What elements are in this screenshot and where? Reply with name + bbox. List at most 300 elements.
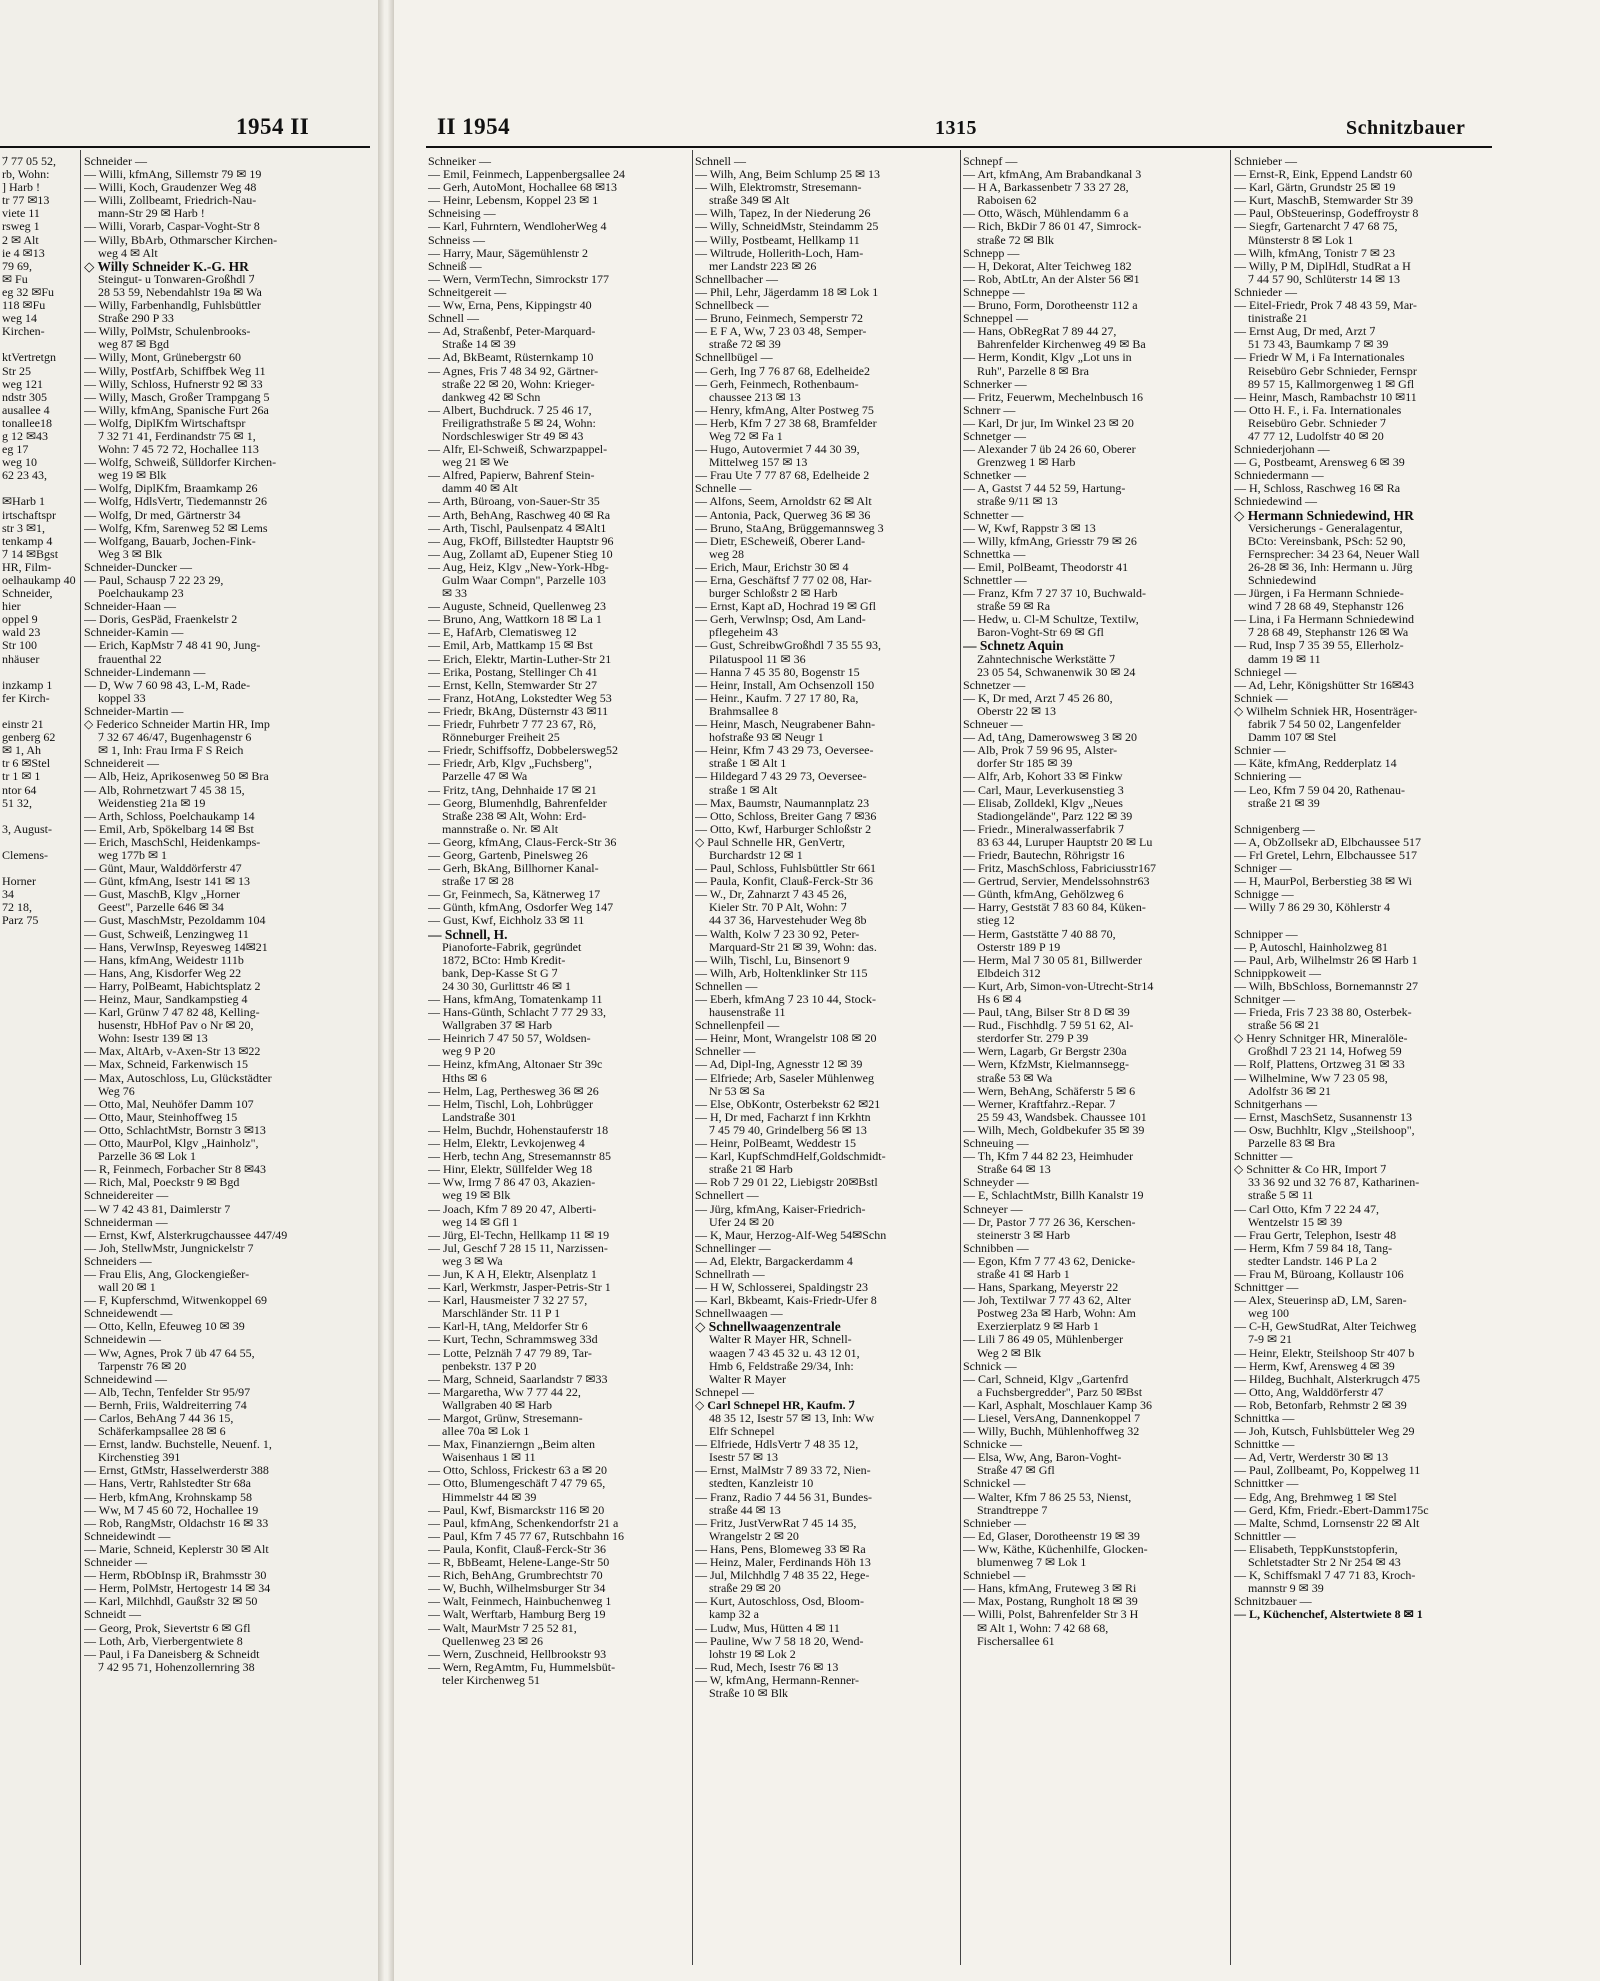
left-page-year: 1954 II	[236, 114, 310, 139]
entry-line: — Georg, Blumenhdlg, Bahrenfelder	[428, 796, 607, 810]
entry-line: — A, Gastst ﾌ 44 52 59, Hartung-	[963, 482, 1126, 496]
entry-line: — Ww, Irmg ﾌ 86 47 03, Akazien-	[428, 1176, 596, 1190]
entry-line: — Erich, Elektr, Martin-Luther-Str 21	[428, 652, 612, 666]
entry-line: — Ernst, landw. Buchstelle, Neuenf. 1,	[84, 1438, 272, 1452]
entry-line: — Frau Gertr, Telephon, Isestr 48	[1234, 1228, 1397, 1242]
entry-line: — Willy ﾌ 86 29 30, Köhlerstr 4	[1234, 901, 1390, 915]
entry-line: ] Harb !	[2, 181, 40, 195]
entry-line: — Wilh, Elektromstr, Stresemann-	[695, 181, 862, 195]
entry-line: — Margot, Grünw, Stresemann-	[428, 1412, 583, 1425]
entry-line: — Jürgen, i Fa Hermann Schniede-	[1234, 587, 1404, 601]
entry-line: — Emil, PolBeamt, Theodorstr 41	[963, 560, 1129, 574]
entry-line: Parzelle 36 ✉ Lok 1	[98, 1150, 197, 1164]
entry-line: 23 05 54, Schwanenwik 30 ✉ 24	[977, 665, 1136, 679]
entry-line: — Otto, Kelln, Efeuweg 10 ✉ 39	[84, 1320, 245, 1334]
entry-line: — Herb, techn Ang, Stresemannstr 85	[428, 1150, 611, 1164]
entry-line: — Karl, Hausmeister ﾌ 32 27 57,	[428, 1294, 588, 1308]
entry-line: Schnickel —	[963, 1477, 1026, 1491]
entry-line: — Frl Gretel, Lehrn, Elbchaussee 517	[1234, 848, 1417, 862]
entry-line: Ufer 24 ✉ 20	[709, 1215, 775, 1229]
entry-line: — Fritz, Feuerwm, Mechelnbusch 16	[963, 390, 1143, 404]
entry-line: — Frau M, Büroang, Kollaustr 106	[1234, 1267, 1404, 1281]
entry-line: — Phil, Lehr, Jägerdamm 18 ✉ Lok 1	[695, 285, 879, 299]
entry-line: — Walth, Kolw ﾌ 23 30 92, Peter-	[695, 927, 860, 941]
entry-line: — Paul, i Fa Daneisberg & Schneidt	[84, 1647, 260, 1661]
entry-line: — Otto, Mal, Neuhöfer Damm 107	[84, 1097, 254, 1111]
entry-line: — Edg, Ang, Brehmweg 1 ✉ Stel	[1234, 1490, 1397, 1504]
right-page-year: II 1954	[437, 114, 511, 139]
entry-line: — Karl, Grünw ﾌ 47 82 48, Kelling-	[84, 1006, 260, 1020]
entry-line: — Heinr., Kaufm. ﾌ 27 17 80, Ra,	[695, 691, 859, 705]
entry-line: — Herm, Kfm ﾌ 59 84 18, Tang-	[1234, 1241, 1393, 1255]
entry-line: kamp 32 a	[709, 1608, 759, 1622]
entry-line: ◇ Carl Schnepel HR, Kaufm. ﾌ	[695, 1398, 855, 1412]
entry-line: — Gertrud, Servier, Mendelssohnstr63	[963, 875, 1150, 889]
entry-line: — Max, Postang, Rungholt 18 ✉ 39	[963, 1595, 1138, 1609]
entry-line: — Willy, kfmAng, Spanische Furt 26a	[84, 403, 269, 417]
entry-line: — Paul, Zollbeamt, Po, Koppelweg 11	[1234, 1464, 1421, 1478]
entry-line: — Liesel, VersAng, Dannenkoppel 7	[963, 1412, 1141, 1425]
entry-line: ﾌ 32 67 46/47, Bugenhagenstr 6	[98, 731, 252, 745]
entry-line: wind ﾌ 28 68 49, Stephanstr 126	[1248, 600, 1404, 614]
entry-line: 34	[2, 888, 14, 902]
entry-line: — Paul, ObSteuerinsp, Godeffroystr 8	[1234, 207, 1419, 221]
entry-line: — Ad, Lehr, Königshütter Str 16✉43	[1234, 678, 1414, 692]
entry-line: Schnigenberg —	[1234, 822, 1315, 836]
entry-line: — Franz, HotAng, Lokstedter Weg 53	[428, 691, 612, 705]
entry-line: — Willy, PostfArb, Schiffbek Weg 11	[84, 364, 266, 378]
entry-line: — K, Schiffsmakl ﾌ 47 71 83, Kroch-	[1234, 1569, 1416, 1583]
entry-line: Schnell —	[428, 312, 479, 326]
entry-line: Hths ✉ 6	[442, 1071, 487, 1085]
entry-line: Schneller —	[695, 1045, 756, 1059]
entry-line: 118 ✉Fu	[2, 299, 46, 313]
entry-line: — Bernh, Friis, Waldreiterring 74	[84, 1398, 247, 1412]
entry-line: — Herb, kfmAng, Krohnskamp 58	[84, 1490, 252, 1504]
entry-line: — Gerh, Ing ﾌ 76 87 68, Edelheide2	[695, 364, 870, 378]
entry-line: Schniederjohann —	[1234, 443, 1330, 457]
entry-line: Schnipper —	[1234, 927, 1298, 941]
entry-line: — Willi, Vorarb, Caspar-Voght-Str 8	[84, 220, 260, 234]
entry-line: — Helm, Tischl, Loh, Lohbrügger	[428, 1097, 593, 1111]
entry-line: — Karl, Bkbeamt, Kais-Friedr-Ufer 8	[695, 1294, 877, 1308]
entry-line: — Otto, Maur, Steinhoffweg 15	[84, 1110, 238, 1124]
entry-line: Schnellbügel —	[695, 351, 773, 365]
entry-line: — E, SchlachtMstr, Billh Kanalstr 19	[963, 1189, 1144, 1203]
entry-line: — Alfr, El-Schweiß, Schwarzpappel-	[428, 443, 608, 457]
entry-line: — W, Kwf, Rappstr 3 ✉ 13	[963, 521, 1096, 535]
entry-line: — Doris, GesPäd, Fraenkelstr 2	[84, 613, 238, 627]
entry-line: — Fritz, MaschSchloss, Fabriciusstr167	[963, 862, 1156, 876]
entry-line: Wallgraben 40 ✉ Harb	[442, 1398, 553, 1412]
entry-line: nhäuser	[2, 652, 40, 666]
entry-line: — Jul, Geschf ﾌ 28 15 11, Narzissen-	[428, 1241, 608, 1255]
entry-line: — Marie, Schneid, Keplerstr 30 ✉ Alt	[84, 1542, 269, 1556]
entry-line: Schneiß —	[428, 259, 482, 273]
right-column-3	[963, 155, 1227, 1648]
entry-line: Schneider-Lindemann —	[84, 665, 206, 679]
entry-line: — Ww, Erna, Pens, Kippingstr 40	[428, 299, 592, 313]
entry-line: Parzelle 83 ✉ Bra	[1248, 1137, 1336, 1151]
entry-line: — Emil, Feinmech, Lappenbergsallee 24	[428, 168, 626, 182]
entry-line: — Rich, BkDir ﾌ 86 01 47, Simrock-	[963, 220, 1142, 234]
entry-line: — Heinr, Elektr, Steilshoop Str 407 b	[1234, 1346, 1415, 1360]
entry-line: genberg 62	[2, 731, 56, 745]
entry-line: 7-9 ✉ 21	[1248, 1333, 1293, 1347]
entry-line: Osterstr 189 P 19	[977, 940, 1061, 954]
entry-line: — Rud, Mech, Isestr 76 ✉ 13	[695, 1660, 839, 1674]
entry-line: — Harry, PolBeamt, Habichtsplatz 2	[84, 979, 261, 993]
entry-line: weg 21 ✉ We	[442, 456, 509, 470]
entry-line: oppel 9	[2, 613, 38, 627]
entry-line: — Aug, Zollamt aD, Eupener Stieg 10	[428, 547, 613, 561]
entry-line: Schnetker —	[963, 469, 1026, 483]
entry-line: — Willy, Postbeamt, Hellkamp 11	[695, 233, 860, 247]
entry-line: 62 23 43,	[2, 469, 47, 483]
entry-line: ntor 64	[2, 783, 37, 797]
entry-line: Straße 64 ✉ 13	[977, 1163, 1051, 1177]
entry-line: — Fritz, tAng, Dehnhaide 17 ✉ 21	[428, 783, 597, 797]
entry-line: Schnieder —	[1234, 285, 1297, 299]
entry-line: — Agnes, Fris ﾌ 48 34 92, Gärtner-	[428, 364, 599, 378]
entry-line: tr 6 ✉Stel	[2, 757, 51, 771]
entry-line: Fernsprecher: 34 23 64, Neuer Wall	[1248, 547, 1420, 561]
entry-line: — Georg, Gartenb, Pinelsweg 26	[428, 848, 588, 862]
entry-line: Schnettler —	[963, 574, 1027, 587]
entry-line: — Ww, Käthe, Küchenhilfe, Glocken-	[963, 1542, 1148, 1556]
entry-line: fabrik ﾌ 54 50 02, Langenfelder	[1248, 718, 1401, 732]
entry-line: — Rolf, Plattens, Ortzweg 31 ✉ 33	[1234, 1058, 1405, 1072]
entry-line: straße 56 ✉ 21	[1248, 1019, 1320, 1033]
entry-line: Reisebüro Gebr. Schnieder ﾌ	[1248, 416, 1386, 430]
entry-line: — Alb, Prok ﾌ 59 96 95, Alster-	[963, 744, 1118, 758]
entry-line: — Willi, kfmAng, Sillemstr 79 ✉ 19	[84, 168, 262, 182]
entry-line: — Hugo, Autovermiet ﾌ 44 30 39,	[695, 443, 860, 457]
entry-line: Schnetter —	[963, 508, 1024, 522]
entry-line: Marschländer Str. 11 P 1	[442, 1307, 561, 1321]
entry-line: Schnitter —	[1234, 1150, 1293, 1164]
entry-line: Weg 72 ✉ Fa 1	[709, 429, 783, 443]
entry-line: — Karl, Fuhrntern, WendloherWeg 4	[428, 220, 607, 234]
entry-line: tenkamp 4	[2, 534, 53, 548]
entry-line: burger Schloßstr 2 ✉ Harb	[709, 587, 838, 601]
entry-line: — Alb, Rohrnetzwart ﾌ 45 38 15,	[84, 783, 245, 797]
entry-line: Schniek —	[1234, 691, 1288, 705]
entry-line: — Hanna ﾌ 45 35 80, Bogenstr 15	[695, 665, 860, 679]
entry-line: — Wolfgang, Bauarb, Jochen-Fink-	[84, 534, 256, 548]
entry-line: eg 32 ✉Fu	[2, 285, 55, 299]
entry-line: chaussee 213 ✉ 13	[709, 390, 801, 404]
entry-line: ﾌ 45 79 40, Grindelberg 56 ✉ 13	[709, 1123, 867, 1137]
entry-line: Oberstr 22 ✉ 13	[977, 704, 1057, 718]
entry-line: — Willi, Zollbeamt, Friedrich-Nau-	[84, 194, 257, 208]
entry-line: — Hildeg, Buchhalt, Alsterkrugch 475	[1234, 1372, 1420, 1386]
entry-line: — Rich, BehAng, Grumbrechtstr 70	[428, 1569, 603, 1583]
entry-line: weg 121	[2, 377, 43, 391]
entry-line: — Wilh, Mech, Goldbekufer 35 ✉ 39	[963, 1123, 1145, 1137]
entry-line: ◇ Hermann Schniedewind, HR	[1234, 508, 1414, 522]
entry-line: — Margaretha, Ww ﾌ 77 44 22,	[428, 1385, 581, 1399]
entry-line: weg 9 P 20	[442, 1045, 496, 1059]
entry-line: ◇ Schnellwaagenzentrale	[695, 1320, 841, 1334]
entry-line: Horner	[2, 875, 36, 889]
entry-line: weg 177b ✉ 1	[98, 848, 168, 862]
entry-line: — Hans, kfmAng, Tomatenkamp 11	[428, 993, 603, 1006]
entry-line: — F, Kupferschmd, Witwenkoppel 69	[84, 1294, 267, 1308]
entry-line: — Aug, Heiz, Klgv „New-York-Hbg-	[428, 560, 609, 574]
entry-line: — Antonia, Pack, Querweg 36 ✉ 36	[695, 508, 871, 522]
entry-line: — Gust, MaschMstr, Pezoldamm 104	[84, 914, 266, 928]
entry-line: — Helm, Buchdr, Hohenstauferstr 18	[428, 1123, 609, 1137]
entry-line: mannstraße o. Nr. ✉ Alt	[442, 822, 559, 836]
entry-line: Schnepf —	[963, 155, 1018, 168]
entry-line: — Paul, kfmAng, Schenkendorfstr 21 a	[428, 1516, 619, 1530]
entry-line: eg 17	[2, 443, 29, 457]
entry-line: Schnittker —	[1234, 1477, 1299, 1491]
entry-line: — K, Dr med, Arzt ﾌ 45 26 80,	[963, 691, 1113, 705]
entry-line: Schnitzbauer —	[1234, 1595, 1312, 1609]
entry-line: Elbdeich 312	[977, 966, 1041, 980]
entry-line: — Wolfg, Schweiß, Sülldorfer Kirchen-	[84, 456, 277, 470]
entry-line: — Alb, Heiz, Aprikosenweg 50 ✉ Bra	[84, 770, 269, 784]
entry-line: — R, Feinmech, Forbacher Str 8 ✉43	[84, 1163, 267, 1177]
entry-line: Schnitger —	[1234, 993, 1295, 1006]
entry-line: — Wilh, Tapez, In der Niederung 26	[695, 207, 871, 221]
entry-line: — Wolfg, DiplKfm Wirtschaftspr	[84, 416, 246, 430]
entry-line: — Wilh, BbSchloss, Bornemannstr 27	[1234, 979, 1418, 993]
entry-line: straße 17 ✉ 28	[442, 875, 514, 889]
entry-line: dankweg 42 ✉ Schn	[442, 390, 541, 404]
entry-line: — Willy, PolMstr, Schulenbrooks-	[84, 325, 251, 339]
entry-line: — Bruno, Feinmech, Semperstr 72	[695, 312, 863, 326]
entry-line: — Otto, SchlachtMstr, Bornstr 3 ✉13	[84, 1123, 266, 1137]
entry-line: — Rob, AbtLtr, An der Alster 56 ✉1	[963, 272, 1140, 286]
entry-line: einstr 21	[2, 718, 44, 732]
entry-line: fer Kirch-	[2, 691, 50, 705]
entry-line: Schneidewindt —	[84, 1529, 171, 1543]
running-head-keyword: Schnitzbauer	[1346, 117, 1466, 139]
entry-line: — Käte, kfmAng, Redderplatz 14	[1234, 757, 1397, 771]
entry-line: — Elisab, Zolldekl, Klgv „Neues	[963, 796, 1123, 810]
entry-line: Straße 10 ✉ Blk	[709, 1686, 789, 1700]
entry-line: Walter R Mayer HR, Schnell-	[709, 1333, 852, 1347]
entry-line: Nordschleswiger Str 49 ✉ 43	[442, 429, 584, 443]
entry-line: rb, Wohn:	[2, 168, 50, 182]
column-divider	[960, 150, 961, 1965]
entry-line: Schneuer —	[963, 718, 1023, 732]
entry-line: hausenstraße 11	[709, 1006, 786, 1020]
entry-line	[1234, 810, 1490, 823]
entry-line: Schnibben —	[963, 1241, 1029, 1255]
entry-line: — Harry, Geststät ﾌ 83 60 84, Küken-	[963, 901, 1146, 915]
right-column-4	[1234, 155, 1490, 1622]
entry-line: Weidenstieg 21a ✉ 19	[98, 796, 206, 810]
entry-line: dorfer Str 185 ✉ 39	[977, 757, 1073, 771]
entry-line: Schnellinger —	[695, 1241, 771, 1255]
entry-line: teler Kirchenweg 51	[442, 1673, 540, 1687]
entry-line: ktVertretgn	[2, 351, 56, 365]
entry-line: — Hans, Vertr, Rahlstedter Str 68a	[84, 1477, 251, 1491]
entry-line: tr 77 ✉13	[2, 194, 50, 208]
entry-line: — Willi, Koch, Graudenzer Weg 48	[84, 181, 257, 195]
entry-line: Schneiss —	[428, 233, 485, 247]
entry-line: Schneider-Duncker —	[84, 560, 193, 574]
entry-line: steinerstr 3 ✉ Harb	[977, 1228, 1071, 1242]
entry-line: — Karl, KupfSchmdHelf,Goldschmidt-	[695, 1150, 886, 1164]
entry-line: — Willy, Farbenhandlg, Fuhlsbüttler	[84, 299, 261, 313]
entry-line: Schnellbeck —	[695, 299, 769, 313]
entry-line: Schneising —	[428, 207, 496, 221]
entry-line: Clemens-	[2, 848, 48, 862]
entry-line: — Lina, i Fa Hermann Schniedewind	[1234, 613, 1414, 627]
entry-line: Hmb 6, Feldstraße 29/34, Inh:	[709, 1359, 854, 1373]
entry-line: viete 11	[2, 207, 40, 221]
entry-line: straße 72 ✉ 39	[709, 338, 781, 352]
entry-line: hier	[2, 600, 21, 614]
entry-line: Weg 76	[98, 1084, 135, 1098]
entry-line	[1234, 914, 1490, 927]
entry-line: — W, kfmAng, Hermann-Renner-	[695, 1673, 860, 1687]
entry-line: — Alexander ﾌ üb 24 26 60, Oberer	[963, 443, 1136, 457]
entry-line: ﾌ 44 57 90, Schlüterstr 14 ✉ 13	[1248, 272, 1401, 286]
entry-line: Schnettka —	[963, 547, 1026, 561]
entry-line: Wentzelstr 15 ✉ 39	[1248, 1215, 1343, 1229]
entry-line: — Erika, Postang, Stellinger Ch 41	[428, 665, 598, 679]
entry-line: Steingut- u Tonwaren-Großhdl ﾌ	[98, 272, 255, 286]
entry-line: stedten, Kanzleistr 10	[709, 1477, 814, 1491]
entry-line: — Wiltrude, Hollerith-Loch, Ham-	[695, 246, 864, 260]
entry-line: — Max, AltArb, v-Axen-Str 13 ✉22	[84, 1045, 261, 1059]
entry-line: — E F A, Ww, ﾌ 23 03 48, Semper-	[695, 325, 867, 339]
entry-line: — Rud., Fischhdlg. ﾌ 59 51 62, Al-	[963, 1019, 1134, 1033]
entry-line: — Egon, Kfm ﾌ 77 43 62, Denicke-	[963, 1254, 1136, 1268]
entry-line: — Erna, Geschäftsf ﾌ 77 02 08, Har-	[695, 574, 872, 587]
entry-line: Schneider-Martin —	[84, 704, 184, 718]
entry-line: inzkamp 1	[2, 678, 53, 692]
entry-line: — Hedw, u. Cl-M Schultze, Textilw,	[963, 613, 1139, 627]
entry-line: — Otto, Blumengeschäft ﾌ 47 79 65,	[428, 1477, 606, 1491]
entry-line: — Willy, Schloss, Hufnerstr 92 ✉ 33	[84, 377, 263, 391]
entry-line: straße 72 ✉ Blk	[977, 233, 1055, 247]
entry-line: ﾌ 14 ✉Bgst	[2, 547, 59, 561]
entry-line: — Carl, Maur, Leverkusenstieg 3	[963, 783, 1124, 797]
entry-line: Wallgraben 37 ✉ Harb	[442, 1019, 553, 1033]
entry-line: — Wolfg, HdlsVertr, Tiedemannstr 26	[84, 495, 267, 509]
entry-line: Wohn: Isestr 139 ✉ 13	[98, 1032, 208, 1046]
entry-line: Schneidt —	[84, 1608, 141, 1622]
entry-line: Schnier —	[1234, 744, 1286, 758]
entry-line: pflegeheim 43	[709, 626, 778, 640]
entry-line: — Herm, Kwf, Arensweg 4 ✉ 39	[1234, 1359, 1395, 1373]
entry-line: — Kurt, Autoschloss, Osd, Bloom-	[695, 1595, 865, 1609]
entry-line: — Dr, Pastor ﾌ 77 26 36, Kerschen-	[963, 1215, 1136, 1229]
entry-line: Schneider —	[84, 155, 147, 168]
entry-line: — Elfriede; Arb, Saseler Mühlenweg	[695, 1071, 874, 1085]
entry-line: Schletstadter Str 2 Nr 254 ✉ 43	[1248, 1556, 1401, 1570]
entry-line: — Paul, Arb, Wilhelmstr 26 ✉ Harb 1	[1234, 953, 1418, 967]
entry-line: — Alfred, Papierw, Bahrenf Stein-	[428, 469, 595, 483]
entry-line: — Frieda, Fris ﾌ 23 38 80, Osterbek-	[1234, 1006, 1412, 1020]
entry-line: Schneider —	[84, 1556, 147, 1570]
entry-line: — Wern, VermTechn, Simrockstr 177	[428, 272, 610, 286]
entry-line: Schnellen —	[695, 979, 758, 993]
entry-line: — Otto, MaurPol, Klgv „Hainholz",	[84, 1137, 259, 1151]
entry-line: straße 9/11 ✉ 13	[977, 495, 1058, 509]
entry-line: Schnittler —	[1234, 1529, 1296, 1543]
entry-line: Raboisen 62	[977, 194, 1037, 208]
entry-line: 44 37 36, Harvestehuder Weg 8b	[709, 914, 867, 928]
entry-line: Waisenhaus 1 ✉ 11	[442, 1451, 536, 1465]
entry-line: Rönneburger Freiheit 25	[442, 731, 560, 745]
entry-line: — Jürg, kfmAng, Kaiser-Friedrich-	[695, 1202, 866, 1216]
entry-line: — Rich, Mal, Poeckstr 9 ✉ Bgd	[84, 1176, 240, 1190]
entry-line: — Wilh, kfmAng, Tonistr 7 ✉ 23	[1234, 246, 1395, 260]
entry-line: ✉ Fu	[2, 272, 28, 286]
entry-line: — Karl, Werkmstr, Jasper-Petris-Str 1	[428, 1281, 611, 1295]
entry-line: — L, Küchenchef, Alstertwiete 8 ✉ 1	[1234, 1608, 1423, 1622]
entry-line: — Hans-Günth, Schlacht ﾌ 77 29 33,	[428, 1006, 606, 1020]
entry-line: — W, Buchh, Wilhelmsburger Str 34	[428, 1582, 606, 1596]
entry-line: tonallee18	[2, 416, 52, 430]
entry-line: — Lili ﾌ 86 49 05, Mühlenberger	[963, 1333, 1124, 1347]
entry-line: Schnitgerhans —	[1234, 1097, 1317, 1111]
entry-line: 2 ✉ Alt	[2, 233, 39, 247]
entry-line: Schneidewind —	[84, 1372, 167, 1386]
entry-line: straße 41 ✉ Harb 1	[977, 1267, 1070, 1281]
right-column-1	[428, 155, 688, 1687]
entry-line: — Rob, Betonfarb, Rehmstr 2 ✉ 39	[1234, 1398, 1407, 1412]
entry-line: — Otto H. F., i. Fa. Internationales	[1234, 403, 1402, 417]
entry-line: — Jul, Milchhdlg ﾌ 48 35 22, Hege-	[695, 1569, 870, 1583]
entry-line: — Wilh, Arb, Holtenklinker Str 115	[695, 966, 868, 980]
entry-line: — Karl-H, tAng, Meldorfer Str 6	[428, 1320, 588, 1334]
entry-line: Schnellert —	[695, 1189, 759, 1203]
entry-line: Schniebel —	[963, 1569, 1026, 1583]
entry-line: — Otto, Schloss, Breiter Gang 7 ✉36	[695, 809, 877, 823]
entry-line: — Wolfg, Kfm, Sarenweg 52 ✉ Lems	[84, 521, 268, 535]
entry-line: — Helm, Lag, Perthesweg 36 ✉ 26	[428, 1084, 599, 1098]
entry-line: husenstr, HbHof Pav o Nr ✉ 20,	[98, 1019, 254, 1033]
entry-line: — Heinz, Maur, Sandkampstieg 4	[84, 993, 248, 1006]
entry-line: Schnepp —	[963, 246, 1020, 260]
entry-line: — G, Postbeamt, Arensweg 6 ✉ 39	[1234, 456, 1405, 470]
entry-line: Weg 2 ✉ Blk	[977, 1346, 1042, 1360]
entry-line: frauenthal 22	[98, 652, 162, 666]
entry-line: Schniedermann —	[1234, 469, 1324, 483]
entry-line: — Erich, KapMstr ﾌ 48 41 90, Jung-	[84, 639, 261, 653]
entry-line: — W., Dr, Zahnarzt ﾌ 43 45 26,	[695, 888, 847, 902]
column-divider	[692, 150, 693, 1965]
entry-line: Münsterstr 8 ✉ Lok 1	[1248, 233, 1354, 247]
entry-line: straße 1 ✉ Alt 1	[709, 757, 787, 771]
entry-line: Schnieber —	[963, 1516, 1026, 1530]
entry-line: — Georg, Prok, Sievertstr 6 ✉ Gfl	[84, 1621, 251, 1635]
entry-line: Schnellenpfeil —	[695, 1019, 780, 1033]
entry-line: Landstraße 301	[442, 1110, 517, 1124]
entry-line: weg 3 ✉ Wa	[442, 1254, 503, 1268]
entry-line: — Ludw, Mus, Hütten 4 ✉ 11	[695, 1621, 840, 1635]
entry-line: — Hans, kfmAng, Fruteweg 3 ✉ Ri	[963, 1582, 1137, 1596]
entry-line: — Walt, Werftarb, Hamburg Berg 19	[428, 1608, 606, 1622]
entry-line: — Wilh, Tischl, Lu, Binsenort 9	[695, 953, 850, 967]
entry-line: straße 349 ✉ Alt	[709, 194, 790, 208]
entry-line: — Frau Ute ﾌ 77 87 68, Edelheide 2	[695, 469, 870, 483]
entry-line: Großhdl ﾌ 23 21 14, Hofweg 59	[1248, 1045, 1402, 1059]
entry-line: — Carl Otto, Kfm ﾌ 22 24 47,	[1234, 1202, 1379, 1216]
entry-line: — Ww, Agnes, Prok ﾌ üb 47 64 55,	[84, 1346, 255, 1360]
entry-line: ✉ 1, Ah	[2, 744, 42, 758]
entry-line: — Th, Kfm ﾌ 44 82 23, Heimhuder	[963, 1150, 1134, 1164]
